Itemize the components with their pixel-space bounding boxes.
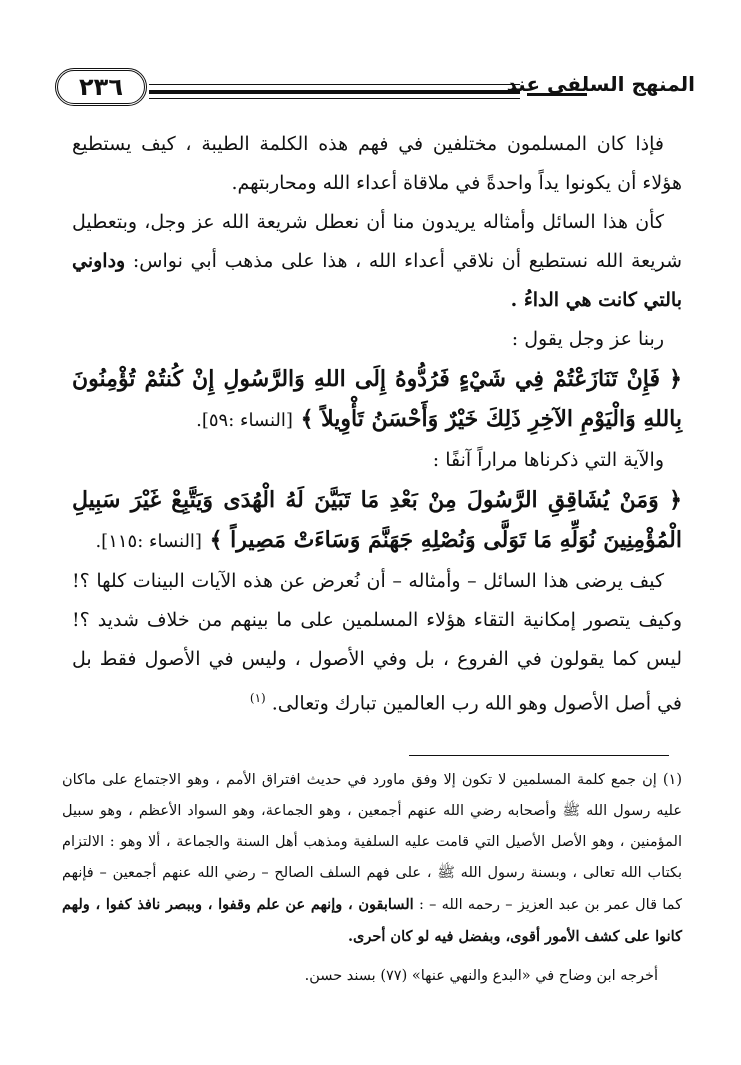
paragraph (72, 203, 682, 320)
footnote-body: (١) إن جمع كلمة المسلمين لا تكون إلا وفق ماورد في حديث افتراق الأمم ، وهو الاجتماع على ماكان عليه رسول الله ﷺ وأصحابه رضي الله عنهم أجمعين ، وهو الجماعة، وهو السواد الأعظم ، وهو سبيل المؤمنين ، وهو الأصل الأصيل التي قامت عليه السلفية ومذهب أهل السنة والجماعة ، ألا وهو : الالتزام بكتاب الله تعالى ، وبسنة رسول الله ﷺ ، على فهم السلف الصالح – رضي الله عنهم أجمعين – فإنهم كما قال عمر بن عبد العزيز – رحمه الله – : (62, 772, 683, 913)
page-header (55, 68, 695, 112)
paragraph-text: كأن هذا السائل وأمثاله يريدون منا أن نعطل شريعة الله عز وجل، وبتعطيل شريعة الله نستطيع أن نلاقي أعداء الله ، هذا على مذهب أبي (72, 211, 683, 272)
header-rule (149, 90, 520, 94)
quran-verse (72, 359, 682, 441)
footnote-divider (409, 755, 669, 756)
running-title: المنهج السلفي عند (506, 72, 695, 96)
footnote (62, 765, 682, 991)
quran-verse (72, 480, 682, 562)
paragraph: فإذا كان المسلمون مختلفين في فهم هذه الكلمة الطيبة ، كيف يستطيع هؤلاء أن يكونوا يداً واحدةً في ملاقاة أعداء الله ومحاربتهم. (72, 133, 682, 194)
main-text (72, 125, 682, 723)
verse-reference: [النساء :١١٥]. (95, 531, 202, 552)
paragraph-text: كيف يرضى هذا السائل – وأمثاله – أن نُعرض عن هذه الآيات البينات كلها ؟! وكيف يتصور إمكانية التقاء هؤلاء المسلمين على ما بينهم من خلاف شديد ؟! ليس كما يقولون في الفروع ، بل وفي الأصول ، وليس في الأصول فقط بل في أصل الأصول وهو الله رب العالمين تبارك وتعالى. (72, 570, 682, 715)
paragraph: والآية التي ذكرناها مراراً آنفًا : (432, 449, 664, 471)
verse-text: ﴿ فَإِنْ تَنَازَعْتُمْ فِي شَيْءٍ فَرُدُّوهُ إِلَى اللهِ وَالرَّسُولِ إِنْ كُنتُمْ تُؤْمِنُونَ بِاللهِ وَالْيَوْمِ الآخِرِ ذَلِكَ خَيْرٌ وَأَحْسَنُ تَأْوِيلاً ﴾ (72, 366, 682, 432)
footnote-marker: (١) (249, 691, 266, 705)
header-rule (149, 84, 520, 85)
paragraph (72, 562, 682, 723)
verse-reference: [النساء :٥٩]. (196, 410, 293, 431)
footnote-quote: السابقون ، وإنهم عن علم وقفوا ، وببصر نافذ كفوا ، ولهم كانوا على كشف الأمور أقوى، وبفضل فيه لو كان أحرى. (62, 896, 682, 945)
poem-prefix: نواس: (132, 250, 183, 272)
footnote-text (62, 765, 682, 953)
poem-quote: وداوني بالتي كانت هي الداءُ . (72, 250, 682, 311)
paragraph: ربنا عز وجل يقول : (511, 328, 664, 350)
verse-text: ﴿ وَمَنْ يُشَاقِقِ الرَّسُولَ مِنْ بَعْدِ مَا تَبَيَّنَ لَهُ الْهُدَى وَيَتَّبِعْ غَيْرَ سَبِيلِ الْمُؤْمِنِينَ نُوَلِّهِ مَا تَوَلَّى وَنُصْلِهِ جَهَنَّمَ وَسَاءَتْ مَصِيراً ﴾ (72, 487, 682, 553)
header-rule (149, 98, 520, 99)
footnote-source: أخرجه ابن وضاح في «البدع والنهي عنها» (٧٧) بسند حسن. (304, 968, 658, 984)
page-number: ٢٣٦ (55, 68, 147, 106)
